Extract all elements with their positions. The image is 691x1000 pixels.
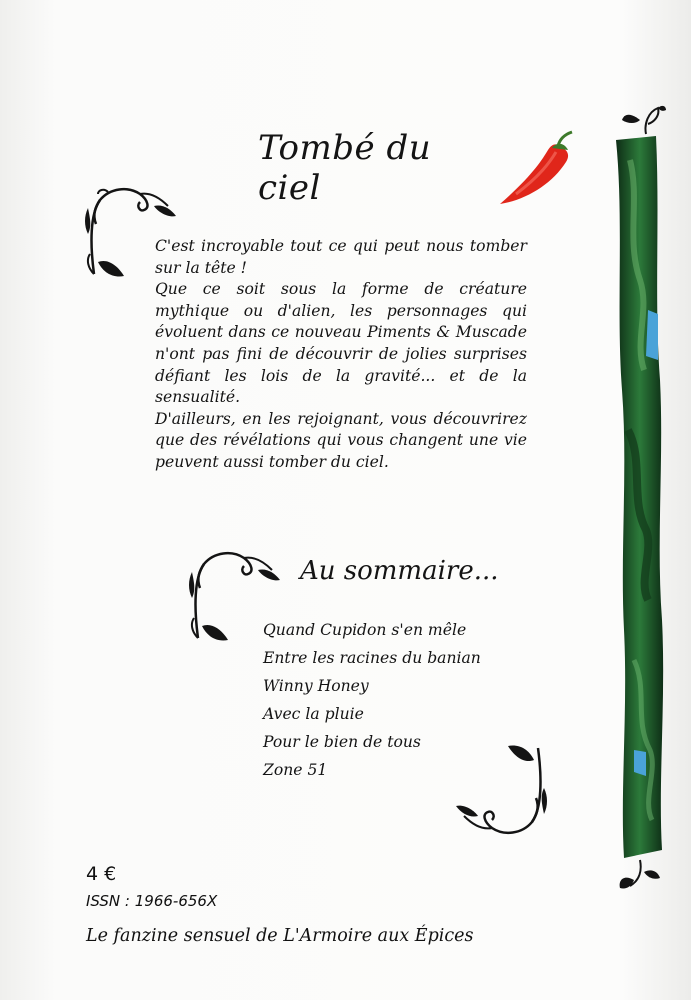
toc-item: Winny Honey bbox=[263, 677, 369, 695]
intro-paragraph-2-start: Que ce soit sous la forme de créature mythique ou d'alien, les personnages qui évoluent dans ce nouveau bbox=[155, 280, 527, 342]
fanzine-tagline: Le fanzine sensuel de L'Armoire aux Épices bbox=[86, 926, 474, 946]
magazine-name: Piments & Muscade bbox=[367, 323, 527, 342]
intro-paragraph-3: D'ailleurs, en les rejoignant, vous découvrirez que des révélations qui vous changent une vie peuvent aussi tomber du ciel. bbox=[155, 409, 527, 471]
intro-paragraph-2 bbox=[155, 279, 527, 409]
leafy-ribbon-decoration bbox=[600, 100, 680, 900]
summary-heading: Au sommaire... bbox=[300, 556, 499, 586]
intro-text bbox=[155, 236, 527, 474]
toc-item: Pour le bien de tous bbox=[263, 733, 421, 751]
page-title: Tombé du ciel bbox=[258, 128, 432, 208]
intro-paragraph-1: C'est incroyable tout ce qui peut nous tomber sur la tête ! bbox=[155, 237, 527, 277]
toc-item: Zone 51 bbox=[263, 761, 328, 779]
vine-flourish-icon bbox=[452, 738, 548, 838]
price-label: 4 € bbox=[86, 863, 117, 885]
toc-item: Entre les racines du banian bbox=[263, 649, 481, 667]
chili-pepper-icon bbox=[496, 128, 576, 208]
toc-item: Quand Cupidon s'en mêle bbox=[263, 621, 467, 639]
table-of-contents bbox=[263, 620, 483, 788]
intro-paragraph-2-end: n'ont pas fini de découvrir de jolies surprises défiant les lois de la gravité... et de la sensualité. bbox=[155, 344, 527, 407]
issn-label: ISSN : 1966-656X bbox=[86, 892, 218, 910]
toc-item: Avec la pluie bbox=[263, 705, 364, 723]
